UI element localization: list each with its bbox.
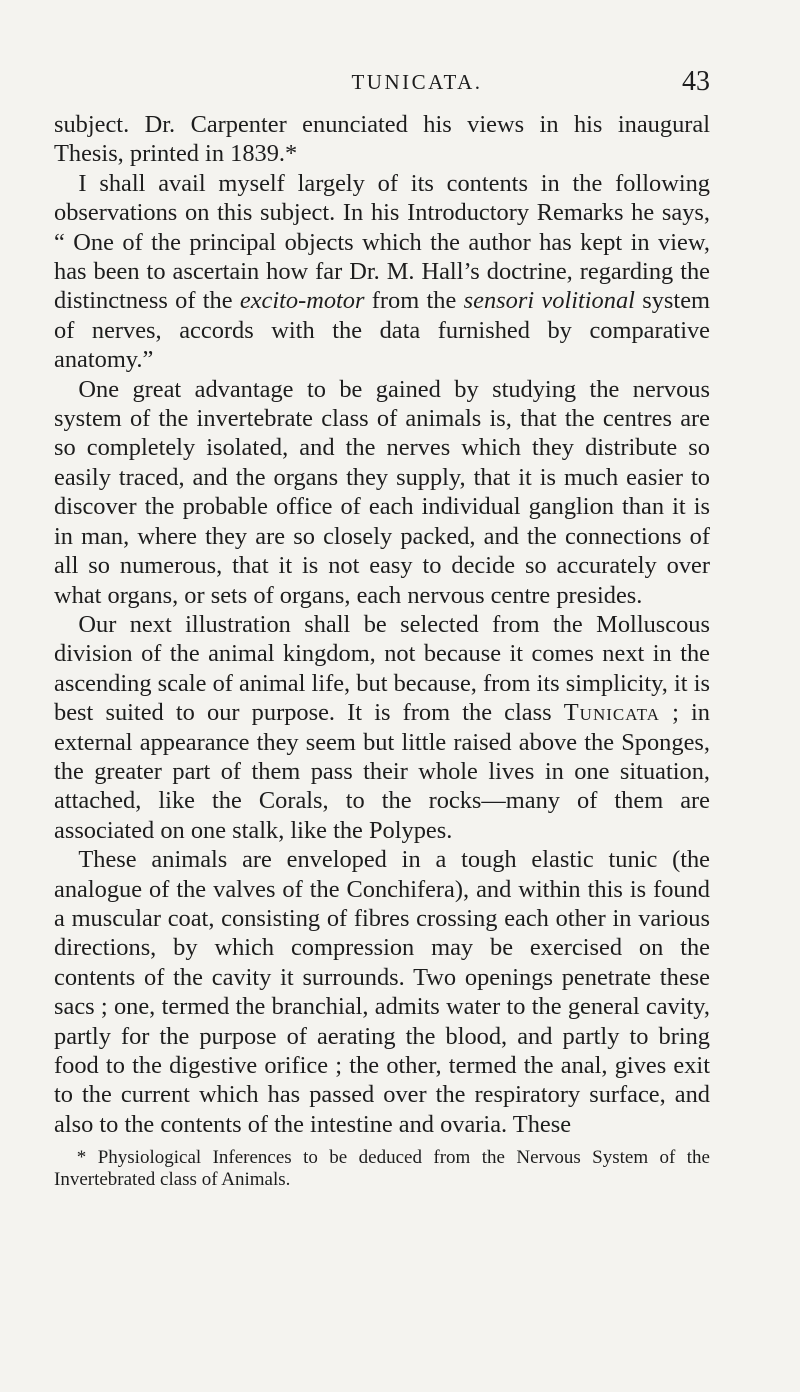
- paragraph-2-italic-sensori-volitional: sensori volitional: [463, 287, 635, 315]
- paragraph-4-text-b: ; in external appearance they seem but little raised above the Sponges, the greater part of them pass their whole lives in one situation, attached, like the Corals, to the rocks—many of them are associated on one stalk, like the Polypes.: [54, 699, 710, 844]
- paragraph-2-text-b: from the: [364, 287, 464, 315]
- paragraph-2-text-a: I shall avail myself largely of its contents in the following observations on this subject. In his Introductory Remarks he says, “ One of the principal objects which the author has kept in view, has been to ascertain how far Dr. M. Hall’s doctrine, regarding the distinctness of the: [54, 169, 710, 315]
- paragraph-4-small-caps-tunicata: Tunicata: [563, 699, 660, 727]
- body-text: [54, 110, 710, 1139]
- paragraph-1: subject. Dr. Carpenter enunciated his views in his inaugural Thesis, printed in 1839.*: [54, 111, 710, 168]
- paragraph-2: [54, 169, 710, 375]
- running-title: TUNICATA.: [351, 70, 483, 94]
- paragraph-5: These animals are enveloped in a tough elastic tunic (the analogue of the valves of the Conchifera), and within this is found a muscular coat, consisting of fibres crossing each other in various directions, by which compression may be exercised on the contents of the cavity it surrounds. Two openings penetrate these sacs ; one, termed the branchial, admits water to the general cavity, partly for the purpose of aerating the blood, and partly to bring food to the digestive orifice ; the other, termed the anal, gives exit to the current which has passed over the respiratory surface, and also to the contents of the intestine and ovaria. These: [54, 846, 710, 1138]
- paragraph-3: One great advantage to be gained by studying the nervous system of the invertebrate class of animals is, that the centres are so completely isolated, and the nerves which they distribute so easily traced, and the organs they supply, that it is much easier to discover the probable office of each individual ganglion than it is in man, where they are so closely packed, and the connections of all so numerous, that it is not easy to decide so accurately over what organs, or sets of organs, each nervous centre presides.: [54, 375, 710, 609]
- page-number: 43: [682, 66, 710, 97]
- footnote: * Physiological Inferences to be deduced from the Nervous System of the Invertebrated class of Animals.: [54, 1147, 710, 1191]
- paragraph-2-italic-excito-motor: excito-motor: [239, 287, 365, 315]
- paragraph-4: [54, 610, 710, 845]
- paragraph-2-text-c: system of nerves, accords with the data furnished by comparative anatomy.”: [54, 287, 711, 374]
- book-page: [54, 66, 711, 1191]
- paragraph-4-text-a: Our next illustration shall be selected from the Molluscous division of the animal kingdom, not because it comes next in the ascending scale of animal life, but because, from its simplicity, it is best suited to our purpose. It is from the class: [54, 610, 710, 727]
- page-header: [54, 66, 710, 110]
